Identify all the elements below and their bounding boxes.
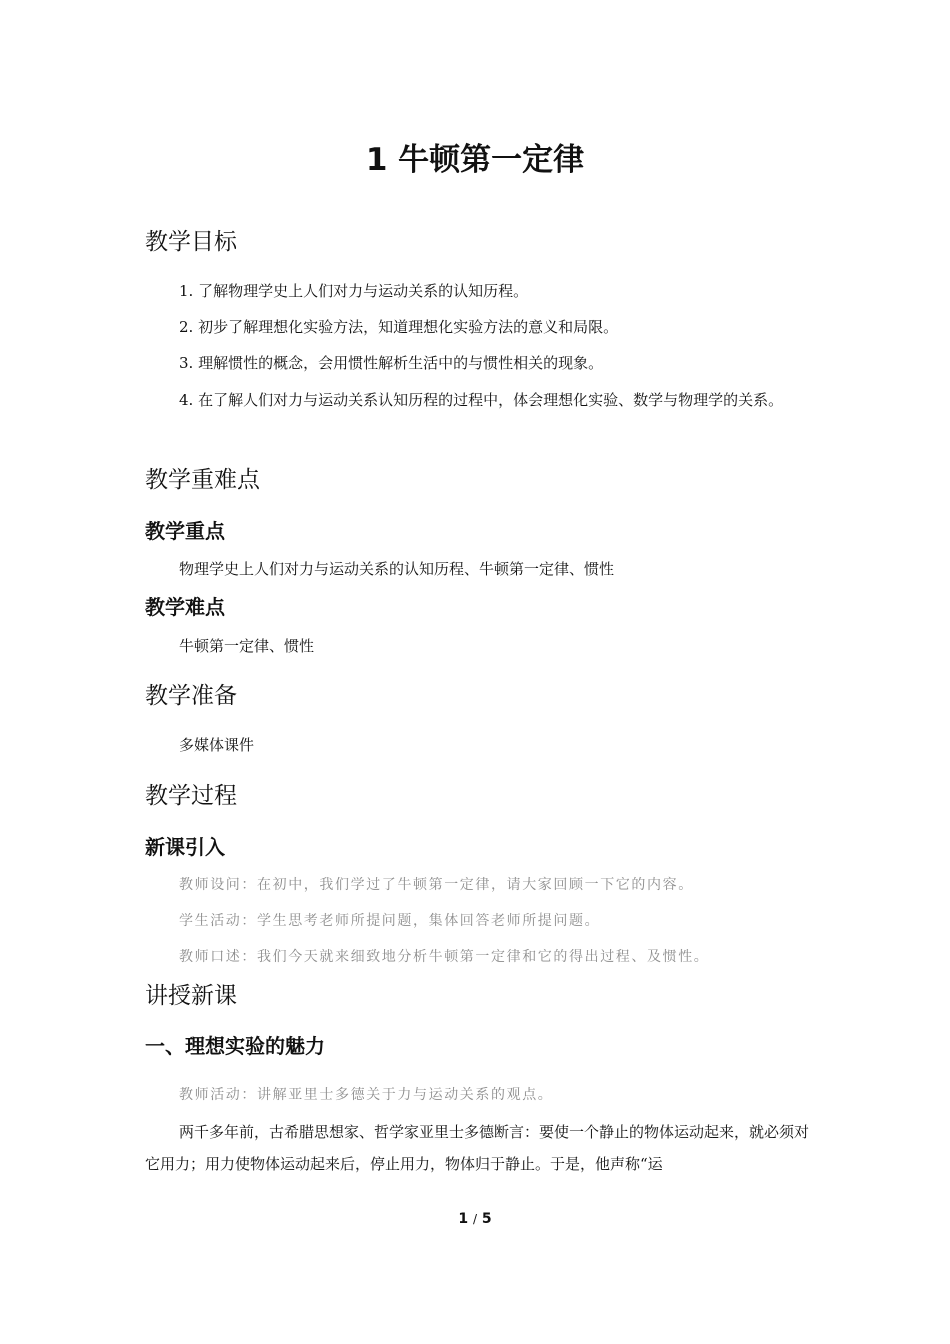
- current-page: 1: [458, 1211, 469, 1227]
- focus-text: 物理学史上人们对力与运动关系的认知历程、牛顿第一定律、惯性: [179, 560, 615, 578]
- preparation-heading: 教学准备: [145, 683, 237, 709]
- total-pages: 5: [481, 1211, 492, 1227]
- difficulty-text: 牛顿第一定律、惯性: [179, 637, 315, 655]
- page-number: [0, 1211, 950, 1227]
- intro-heading: 新课引入: [145, 835, 225, 859]
- intro-line-3: 教师口述：我们今天就来细致地分析牛顿第一定律和它的得出过程、及惯性。: [179, 949, 710, 965]
- document-title: 1 牛顿第一定律: [365, 142, 585, 178]
- process-heading: 教学过程: [145, 783, 237, 809]
- objectives-heading: 教学目标: [145, 229, 237, 255]
- intro-line-2: 学生活动：学生思考老师所提问题，集体回答老师所提问题。: [179, 913, 601, 929]
- focus-heading: 教学重点: [145, 519, 225, 543]
- preparation-text: 多媒体课件: [179, 736, 255, 754]
- key-points-heading: 教学重难点: [145, 467, 260, 493]
- objective-item-2: 2. 初步了解理想化实验方法，知道理想化实验方法的意义和局限。: [179, 318, 619, 336]
- page-separator: /: [472, 1212, 478, 1226]
- section1-heading: 一、理想实验的魅力: [145, 1034, 325, 1058]
- objective-item-4: 4. 在了解人们对力与运动关系认知历程的过程中，体会理想化实验、数学与物理学的关系。: [179, 391, 784, 409]
- new-lesson-heading: 讲授新课: [145, 983, 237, 1009]
- objective-item-3: 3. 理解惯性的概念，会用惯性解析生活中的与惯性相关的现象。: [179, 354, 604, 372]
- objective-item-1: 1. 了解物理学史上人们对力与运动关系的认知历程。: [179, 282, 529, 300]
- difficulty-heading: 教学难点: [145, 595, 225, 619]
- section1-activity: 教师活动：讲解亚里士多德关于力与运动关系的观点。: [179, 1087, 554, 1103]
- intro-line-1: 教师设问：在初中，我们学过了牛顿第一定律，请大家回顾一下它的内容。: [179, 877, 694, 893]
- section1-text: 两千多年前，古希腊思想家、哲学家亚里士多德断言：要使一个静止的物体运动起来，就必须对它用力；用力使物体运动起来后，停止用力，物体归于静止。于是，他声称“运: [145, 1123, 810, 1173]
